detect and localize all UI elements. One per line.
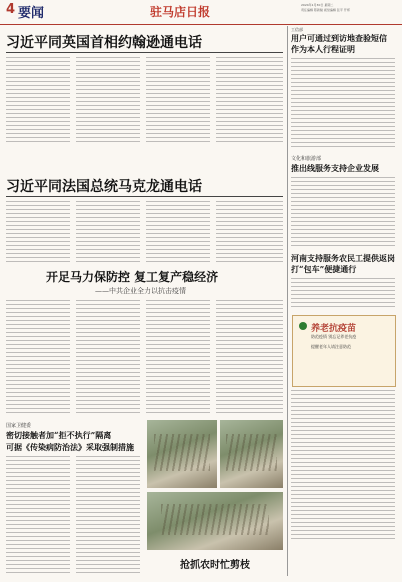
article-1-column (146, 57, 210, 145)
ad-title: 养老抗疫苗 (311, 324, 357, 334)
paper-name: 驻马店日报 (150, 5, 211, 19)
photo-orchard-1 (147, 420, 217, 488)
article-4-column (76, 456, 140, 576)
page-number: 4 (6, 2, 16, 17)
article-2-column (6, 201, 70, 263)
ad-box (292, 315, 396, 387)
header-date: 2024年1月30日 星期二 (301, 3, 334, 7)
article-3-column (216, 300, 283, 415)
article-2-column (76, 201, 140, 263)
section-label: 要闻 (18, 6, 45, 21)
article-5-title-line2: 作为本人行程证明 (291, 44, 355, 54)
article-1-column (6, 57, 70, 145)
photo-orchard-2 (220, 420, 283, 488)
article-5-kicker: 工信部 (291, 27, 303, 32)
article-4-kicker: 国家卫健委 (6, 423, 32, 429)
article-3-column (76, 300, 140, 415)
photo-orchard-3 (147, 492, 283, 550)
article-5-body (291, 58, 395, 148)
article-5-title-line1: 用户可通过到访地查验短信 (291, 33, 387, 43)
header-editors: 责任编辑 陈新魁 视觉编辑 张平 开邦 (301, 8, 350, 12)
article-3-subtitle: ——中共企业全力以抗击疫情 (95, 287, 186, 295)
header-meta (301, 3, 396, 13)
article-7-title-line2: 打“包车”便捷通行 (291, 264, 357, 274)
article-3-column (146, 300, 210, 415)
divider (6, 52, 283, 53)
article-3-column (6, 300, 70, 415)
article-2-column (146, 201, 210, 263)
ad-emblem-icon (299, 322, 307, 330)
article-4-column (6, 456, 70, 576)
article-3-title: 开足马力保防控 复工复产稳经济 (46, 270, 219, 284)
article-6-title: 推出线服务支持企业发展 (291, 163, 379, 173)
column-divider (287, 26, 288, 576)
article-7-body (291, 278, 395, 310)
article-7-title-line1: 河南支持服务农民工提供返岗 (291, 253, 395, 263)
article-1-column (76, 57, 140, 145)
right-column-body (291, 390, 395, 540)
article-4-title-line2: 可据《传染病防治法》采取强制措施 (6, 442, 134, 452)
article-2-title: 习近平同法国总统马克龙通电话 (6, 179, 202, 195)
article-2-column (216, 201, 283, 263)
article-1-title: 习近平同英国首相约翰逊通电话 (6, 35, 202, 51)
divider (6, 196, 283, 197)
article-8-title: 抢抓农时忙剪枝 (180, 560, 250, 571)
article-6-body (291, 177, 395, 247)
article-1-column (216, 57, 283, 145)
ad-subtitle: 防范疫情 别忘记养老抗疫 (311, 334, 357, 339)
ad-caption: 提醒老年人请注意防范 (311, 344, 351, 349)
page-header (0, 0, 402, 25)
article-4-title-line1: 密切接触者加“拒不执行”隔离 (6, 430, 112, 440)
article-6-kicker: 文化和旅游部 (291, 156, 322, 162)
